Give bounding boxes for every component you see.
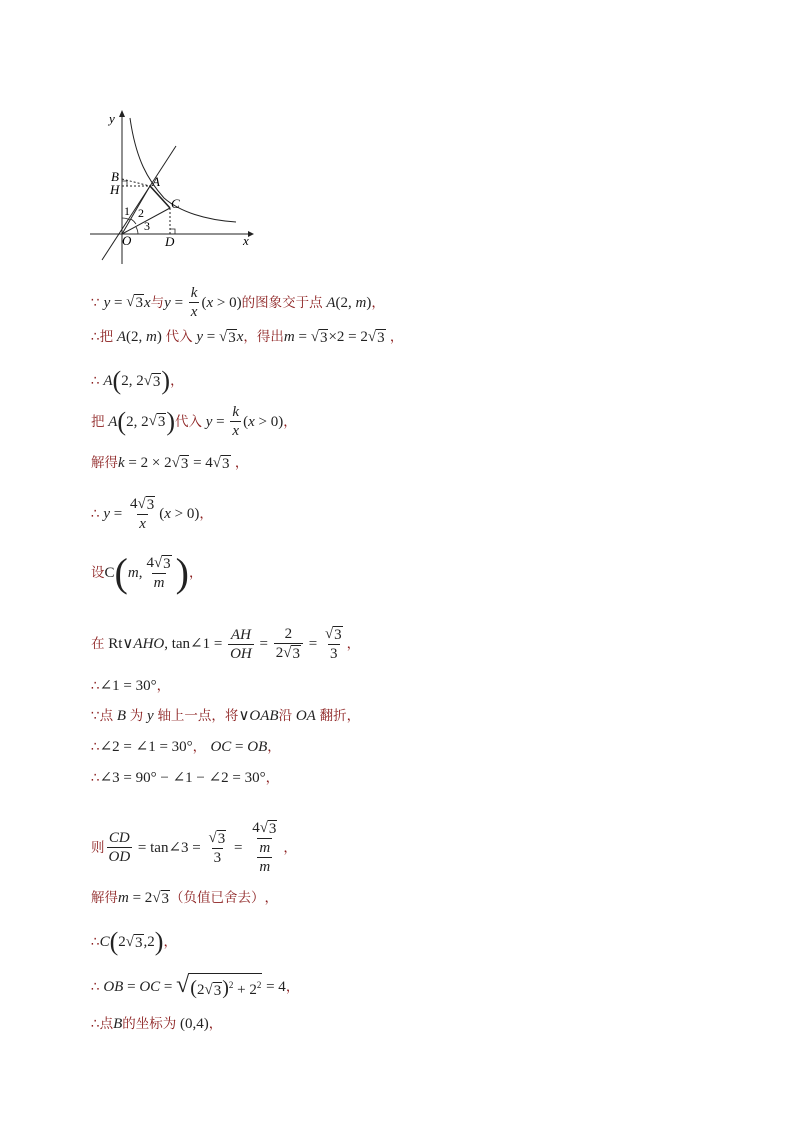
- label-y: y: [109, 111, 115, 126]
- text-is-on: 为: [129, 708, 144, 724]
- text-substitute: 代入: [165, 329, 193, 345]
- hyperbola-curve: [130, 118, 236, 222]
- label-a: A: [152, 174, 160, 189]
- solution-line-9: ∴ ∠1 = 30° ，: [91, 678, 171, 694]
- right-angle-h: [122, 181, 127, 186]
- label-h: H: [110, 182, 120, 197]
- text-solve: 解得: [91, 455, 118, 471]
- label-angle-1: 1: [124, 204, 130, 218]
- x-axis-arrow: [248, 231, 254, 237]
- label-x: x: [243, 233, 249, 248]
- text-solve: 解得: [91, 890, 118, 906]
- text-in: 在: [91, 636, 105, 652]
- dashed-ba: [122, 179, 150, 186]
- text-ba: 把: [91, 413, 105, 430]
- label-b: B: [111, 169, 119, 184]
- because-symbol: ∵: [91, 294, 100, 311]
- text-fold: 翻折: [319, 708, 347, 724]
- solution-line-14: 解得 m = 2 √ 3 （负值已舍去） ，: [91, 889, 279, 907]
- label-o: O: [122, 233, 132, 248]
- text-and: 与: [150, 294, 165, 311]
- label-angle-2: 2: [138, 206, 144, 220]
- label-d: D: [165, 234, 175, 249]
- solution-line-8: 在 Rt∨ AHO , tan∠1 = $\frac{AH}{OH}$ = 2 2 √ 3 = √ 3 3 ，: [91, 626, 361, 662]
- label-c: C: [171, 196, 180, 211]
- solution-line-15: ∴ C ( 2 √ 3 ,2 ) ，: [91, 927, 177, 956]
- text-axis-point: 轴上一点，将: [157, 708, 239, 724]
- geometry-figure: [88, 108, 254, 268]
- text-then: 则: [91, 839, 105, 856]
- solution-line-17: ∴ 点 B 的坐标为 (0,4) ，: [91, 1016, 223, 1032]
- text-point: 点: [99, 1016, 114, 1032]
- text-graphs-meet: 的图象交于点: [241, 294, 323, 311]
- text-substitute: 代入: [175, 413, 202, 430]
- solution-line-3: ∴ A ( 2, 2 √ 3 ) ，: [91, 366, 184, 395]
- text-let: 设: [91, 565, 105, 581]
- solution-line-16: ∴ OB = OC = √ (2 √ 3 )$^2 + 2^2$ = 4 ，: [91, 972, 300, 999]
- therefore-symbol: ∴: [91, 373, 100, 389]
- solution-line-1: ∵ y = √ 3 x 与 y = $\frac{k}{x}$ ( x > 0) 的图象交于点 A (2, m ) ，: [91, 285, 385, 320]
- therefore-symbol: ∴: [91, 979, 100, 995]
- y-axis-arrow: [119, 110, 125, 117]
- angle-arc-2: [131, 219, 136, 224]
- text-fold-along: 沿: [278, 708, 293, 724]
- solution-line-11: ∴ ∠2 = ∠1 = 30° ， OC = OB ，: [91, 739, 281, 755]
- solution-line-4: 把 A ( 2, 2 √ 3 ) 代入 y = $\frac{k}{x}$ ( x > 0) ，: [91, 404, 297, 439]
- text-coords-of: 的坐标为: [122, 1016, 177, 1032]
- solution-line-6: ∴ y = 4 √ 3 x ( x > 0) ，: [91, 496, 213, 532]
- because-symbol: ∵: [91, 708, 100, 724]
- therefore-symbol: ∴: [91, 770, 100, 786]
- solution-line-12: ∴ ∠3 = 90° − ∠1 − ∠2 = 30° ，: [91, 770, 280, 786]
- solution-line-13: 则 $\frac{CD}{OD}$ = tan∠3 = √ 3 3 = 4 √ 3 m m ，: [91, 820, 297, 875]
- therefore-symbol: ∴: [91, 739, 100, 755]
- therefore-symbol: ∴: [91, 678, 100, 694]
- solution-line-5: 解得 k = 2 × 2 √ 3 = 4 √ 3 ，: [91, 454, 249, 472]
- therefore-symbol: ∴: [91, 329, 100, 345]
- text-neg-discarded: （负值已舍去）: [170, 890, 265, 906]
- label-angle-3: 3: [144, 219, 150, 233]
- solution-line-2: ∴ 把 A (2, m ) 代入 y = √ 3 x ，得出 m = √ 3 ×2 = 2 √ 3 ，: [91, 328, 404, 346]
- therefore-symbol: ∴: [91, 506, 100, 522]
- therefore-symbol: ∴: [91, 1016, 100, 1032]
- text-ba: 把: [99, 329, 114, 345]
- solution-line-7: 设 C ( m , 4 √ 3 m ) ，: [91, 550, 203, 595]
- segment-ac: [150, 186, 170, 208]
- angle-arc-3: [136, 227, 138, 234]
- text-get: ，得出: [243, 329, 284, 345]
- solution-line-10: ∵ 点 B 为 y 轴上一点，将 ∨ OAB 沿 OA 翻折 ，: [91, 708, 361, 724]
- therefore-symbol: ∴: [91, 934, 100, 950]
- text-point: 点: [99, 708, 114, 724]
